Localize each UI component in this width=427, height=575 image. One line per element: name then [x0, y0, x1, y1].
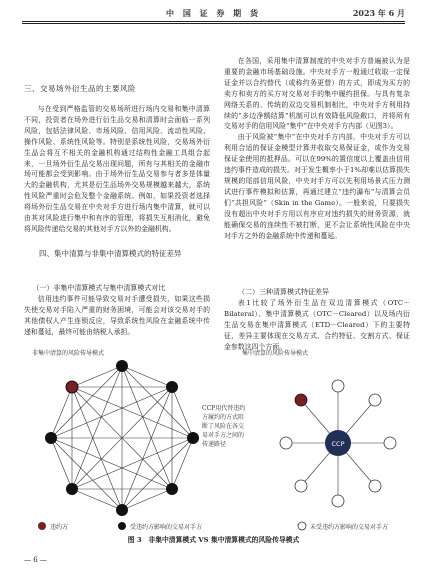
ccp-callout: CCP用代替违约方履约的方式阻断了风险在各交易对手方之间的传递路径 — [202, 405, 246, 448]
right-paragraph-1: 在各国，采用集中清算制度的中央对手方普遍被认为是重要的金融市场基础设施。中央对手方一般通过收取一定保证金并以合约替代（或称约务更替）的方式，即成为买方的卖方和卖方的买方对交易对手的集中履约担保。与具有复杂网络关系的、传统的双边交易机制相比，中央对手方利用持续的“多边净额结算”机制可以有效降低风险敞口，并将所有交易对手的信用风险“集中”在中央对手方内部（见图3）。 — [224, 57, 410, 131]
header-rule — [22, 21, 405, 22]
page-header — [22, 8, 405, 22]
right-column — [224, 56, 410, 241]
issue-date: 2023 年 6 月 — [352, 8, 405, 18]
left-column — [24, 104, 210, 235]
figure-caption: 图 3 非集中清算模式 VS 集中清算模式的风险传导模式 — [127, 536, 300, 544]
journal-title: 中 国 证 券 期 货 — [166, 8, 261, 18]
right-diagram-title: 集中清算的风险传导模式 — [242, 350, 309, 357]
legend-unaffected-marker — [298, 522, 306, 530]
left-diagram-title: 非集中清算的风险传导模式 — [32, 350, 105, 357]
section-3-heading: 三、交易场外衍生品的主要风险 — [24, 84, 136, 93]
left-paragraph-1: 与在受到严格监管的交易场所进行场内交易和集中清算不同，投资者在场外进行衍生品交易和清算时会面临一系列风险，包括法律风险、市场风险、信用风险、流动性风险、操作风险、系统性风险等。特别是系统性风险，交易场外衍生品会将互不相关的金融机构通过结构性金融工具组合起来，一旦场外衍生品交易出现问题，所有与其相关的金融市场可能都会受到影响。由于场外衍生品交易参与者多是体量大的金融机构，尤其是衍生品场外交易规模越来越大，系统性风险严重时会危及整个金融系统。例如，如果投资者选择将场外衍生品交易在中央对手方进行场内集中清算，就可以由其对风险进行集中和有序的管理，将损失互相消化，避免将风险传递给交易的其他对手方以外的金融机构。 — [24, 105, 210, 233]
right-column-2 — [224, 298, 410, 353]
figure-3 — [22, 346, 405, 536]
right-paragraph-3: 表1比较了场外衍生品在双边清算模式（OTC－Bilateral）、集中清算模式（OTC－Cleared）以及场内衍生品交易在集中清算模式（ETD－Cleared）下的主要特征，差异主要体现在交易方式、合约特征、交割方式、保证金参数这四个方面。 — [224, 299, 410, 351]
subsection-2-heading: （二）三种清算模式特征差异 — [238, 288, 329, 296]
left-paragraph-2: 信用违约事件可能导致交易对手遭受损失，如果这些损失使交易对手陷入严重的财务困境，可能会对该交易对手的其他债权人产生连锁反应，导致系统性风险在金融系统中传递和蔓延，最终可能由纳税人承担。 — [24, 295, 210, 336]
legend-defaulter-label: 违约方 — [50, 524, 69, 531]
header-rule-thin — [22, 23, 405, 24]
section-4-heading: 四、集中清算与非集中清算模式的特征差异 — [39, 249, 182, 258]
right-paragraph-2: 由于风险被“集中”在中央对手方内部，中央对手方可以利用合适的保证金模型计算并收取交易保证金，或作为交易保证金使用的抵押品。可以在99%的置信度以上覆盖由信用违约事件造成的损失。对于发生概率小于1%却难以估算损失规模的尾部信用风险，中央对手方可以先利用场景式压力测试进行事件模拟和估算，再通过建立“违约瀑布”与清算会员们“共担风险”（Skin in the Game）。一般来说，只要损失没有超出中央对手方用以有序应对违约损失的财务资源，就能确保交易的连续性不被打断，更不会让系统性风险在中央对手方之外的金融系统中传递和蔓延。 — [224, 133, 410, 240]
legend-defaulter-marker — [38, 522, 46, 530]
legend-affected-marker — [118, 522, 126, 530]
page-number: — 6 — — [24, 556, 47, 564]
subsection-1-heading: （一）非集中清算模式与集中清算模式对比 — [32, 284, 166, 292]
legend-affected-label: 受违约方影响的交易对手方 — [130, 524, 203, 531]
left-column-2 — [24, 294, 210, 338]
legend-unaffected-label: 未受违约方影响的交易对手方 — [310, 524, 389, 531]
ccp-text: CCP — [331, 440, 345, 448]
